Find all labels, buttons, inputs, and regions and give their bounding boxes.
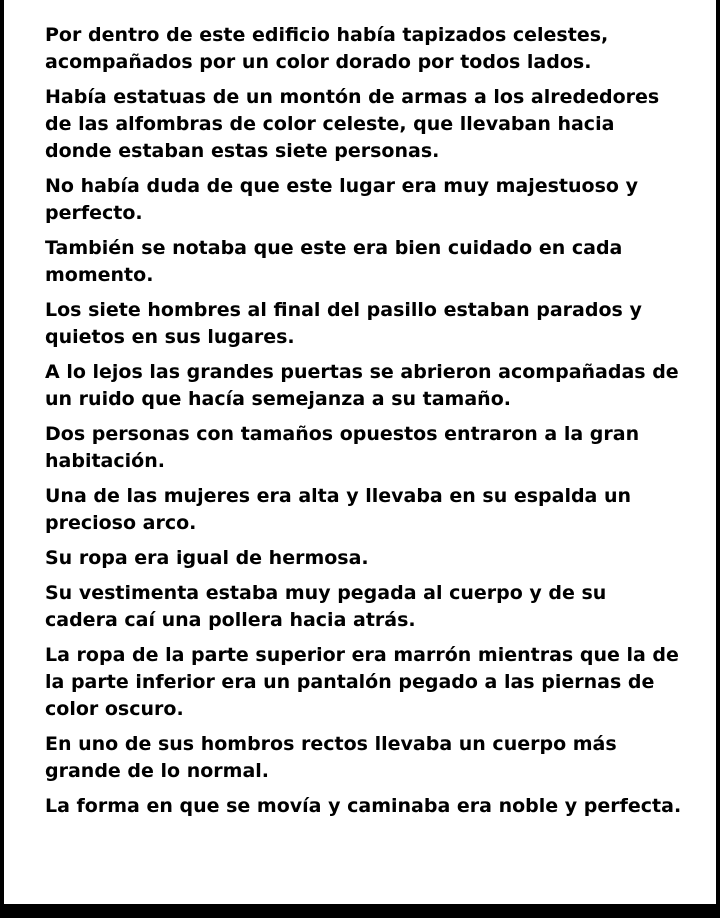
paragraph: También se notaba que este era bien cuidado en cada momento. <box>45 237 623 286</box>
paragraph: Su vestimenta estaba muy pegada al cuerpo y de su cadera caí una pollera hacia atrás. <box>45 582 607 631</box>
story-text <box>45 22 685 828</box>
paragraph: Dos personas con tamaños opuestos entraron a la gran habitación. <box>45 423 640 472</box>
paragraph: Los siete hombres al final del pasillo estaban parados y quietos en sus lugares. <box>45 299 642 348</box>
paragraph: Había estatuas de un montón de armas a los alrededores de las alfombras de color celeste, que llevaban hacia donde estaban estas siete personas. <box>45 86 660 162</box>
paragraph: La ropa de la parte superior era marrón mientras que la de la parte inferior era un pantalón pegado a las piernas de color oscuro. <box>45 644 679 720</box>
paragraph: Por dentro de este edificio había tapizados celestes, acompañados por un color dorado por todos lados. <box>45 24 609 73</box>
paragraph: En uno de sus hombros rectos llevaba un cuerpo más grande de lo normal. <box>45 733 617 782</box>
paragraph: La forma en que se movía y caminaba era noble y perfecta. <box>45 795 682 817</box>
document-page <box>4 0 716 904</box>
paragraph: Su ropa era igual de hermosa. <box>45 547 369 569</box>
paragraph: Una de las mujeres era alta y llevaba en su espalda un precioso arco. <box>45 485 632 534</box>
paragraph: No había duda de que este lugar era muy majestuoso y perfecto. <box>45 175 638 224</box>
paragraph: A lo lejos las grandes puertas se abrieron acompañadas de un ruido que hacía semejanza a su tamaño. <box>45 361 679 410</box>
